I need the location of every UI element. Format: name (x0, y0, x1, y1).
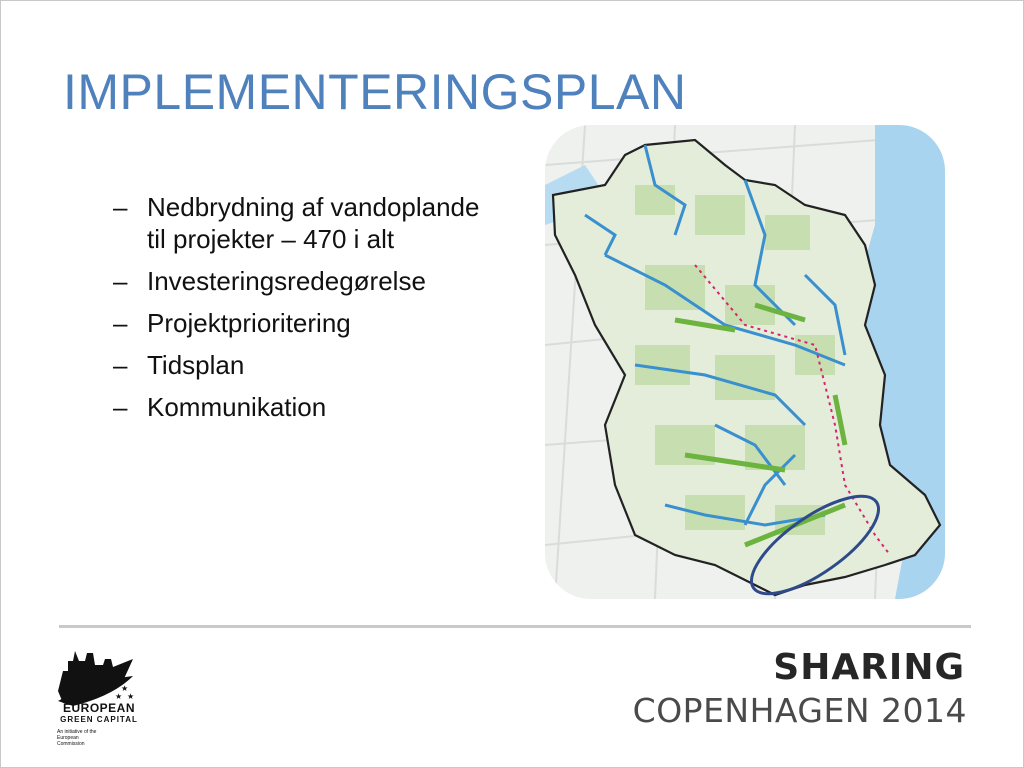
bullet-text: Kommunikation (147, 392, 327, 422)
bullet-text: Nedbrydning af vandoplande til projekter – 470 i alt (147, 192, 480, 254)
bullet-text: Tidsplan (147, 350, 245, 380)
bullet-dash: – (113, 350, 128, 380)
svg-text:★: ★ (127, 692, 135, 701)
logo-line-initiative: An initiative of the European Commission (57, 729, 97, 747)
bullet-item (113, 391, 493, 423)
brand-copenhagen-2014: COPENHAGEN 2014 (632, 691, 967, 730)
logo-line-green-capital: GREEN CAPITAL (60, 715, 138, 724)
svg-text:★: ★ (121, 684, 129, 693)
bullet-item (113, 349, 493, 381)
bullet-dash: – (113, 266, 128, 296)
svg-text:★: ★ (115, 692, 123, 701)
logo-line-european: EUROPEAN (62, 701, 135, 715)
bullet-dash: – (113, 192, 128, 222)
slide-title: IMPLEMENTERINGSPLAN (63, 64, 687, 120)
brand-sharing: SHARING (773, 647, 965, 688)
bullet-text: Investeringsredegørelse (147, 266, 426, 296)
bullet-dash: – (113, 308, 128, 338)
bullet-dash: – (113, 392, 128, 422)
bullet-item (113, 265, 493, 297)
bullet-item (113, 191, 493, 255)
bullet-item (113, 307, 493, 339)
bullet-list (113, 191, 493, 433)
map-illustration (545, 125, 945, 599)
footer-divider (59, 625, 971, 628)
bullet-text: Projektprioritering (147, 308, 351, 338)
catchment-map-image (545, 125, 945, 599)
